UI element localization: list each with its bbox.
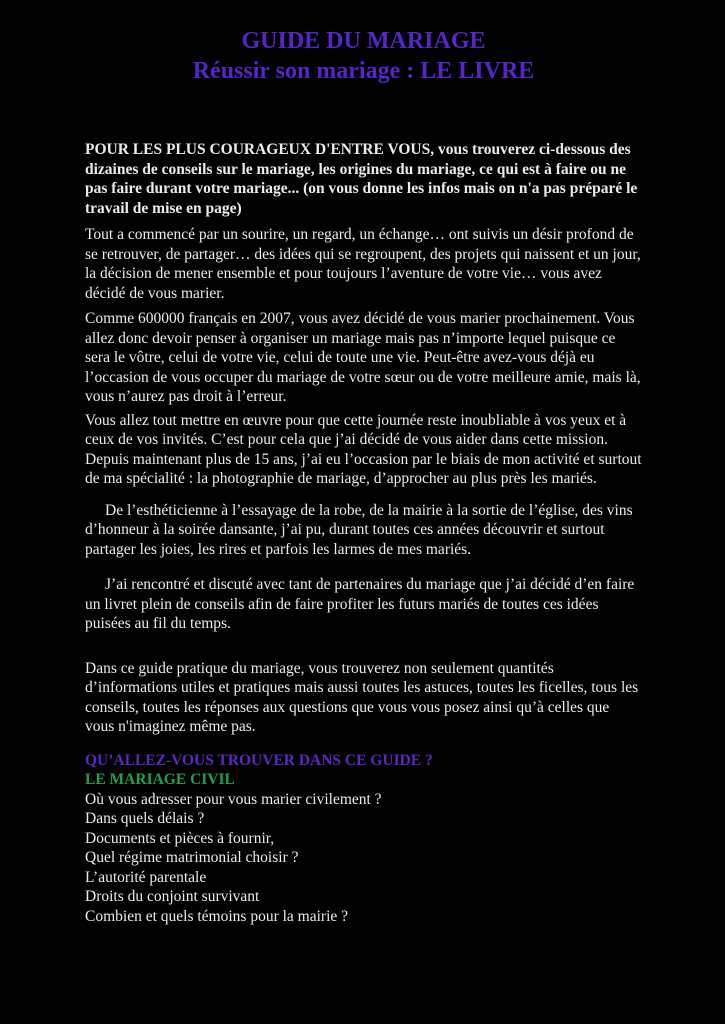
paragraph-experience: De l’esthéticienne à l’essayage de la robe, de la mairie à la sortie de l’église, des vins d’honneur à la soirée dansante, j’ai pu, durant toutes ces années découvrir et surtout partager les joies, les rires et parfois les larmes de mes mariés. (85, 501, 633, 558)
page-title (85, 26, 642, 86)
title-line-1: GUIDE DU MARIAGE (241, 28, 486, 54)
civil-question-documents: Documents et pièces à fournir, (85, 829, 275, 847)
civil-question-delays: Dans quels délais ? (85, 810, 205, 827)
paragraph-statistics: Comme 600000 français en 2007, vous avez décidé de vous marier prochainement. Vous allez donc devoir penser à organiser un mariage mais pas n’importe lequel puisque ce sera le vôtre, celui de votre vie, celui de toute une vie. Peut-être avez-vous déjà eu l’occasion de vous occuper du mariage de votre sœur ou de votre meilleure amie, mais là, vous n’aurez pas droit à l’erreur. (85, 310, 641, 405)
civil-question-witnesses: Combien et quels témoins pour la mairie ? (85, 907, 349, 925)
civil-questions-list (85, 790, 642, 927)
intro-paragraph: POUR LES PLUS COURAGEUX D'ENTRE VOUS, vous trouverez ci-dessous des dizaines de conseils sur le mariage, les origines du mariage, ce qui est à faire ou ne pas faire durant votre mariage... (on vous donne les infos mais on n'a pas préparé le travail de mise en page) (85, 141, 638, 217)
civil-marriage-heading: LE MARIAGE CIVIL (85, 771, 235, 788)
paragraph-partners: J’ai rencontré et discuté avec tant de partenaires du mariage que j’ai décidé d’en faire un livret plein de conseils afin de faire profiter les futurs mariés de toutes ces idées puisées au fil du temps. (85, 576, 635, 632)
civil-question-authority: L’autorité parentale (85, 868, 207, 886)
civil-question-survivor-rights: Droits du conjoint survivant (85, 888, 260, 905)
paragraph-mission: Vous allez tout mettre en œuvre pour que cette journée reste inoubliable à vos yeux et à ceux de vos invités. C’est pour cela que j’ai décidé de vous aider dans cette mission. Depuis maintenant plus de 15 ans, j’ai eu l’occasion par le biais de mon activité et surtout de ma spécialité : la photographie de mariage, d’approcher au plus près les mariés. (85, 411, 642, 487)
guide-contents-heading: QU’ALLEZ-VOUS TROUVER DANS CE GUIDE ? (85, 751, 433, 769)
civil-question-where: Où vous adresser pour vous marier civilement ? (85, 790, 382, 808)
paragraph-beginning: Tout a commencé par un sourire, un regard, un échange… ont suivis un désir profond de se retrouver, de partager… des idées qui se regroupent, des projets qui naissent et un jour, la décision de mener ensemble et pour toujours l’aventure de votre vie… vous avez décidé de vous marier. (85, 226, 641, 302)
civil-question-regime: Quel régime matrimonial choisir ? (85, 849, 299, 866)
title-line-2: Réussir son mariage : LE LIVRE (192, 58, 535, 84)
paragraph-guide-content: Dans ce guide pratique du mariage, vous trouverez non seulement quantités d’informations utiles et pratiques mais aussi toutes les astuces, toutes les ficelles, tous les conseils, toutes les réponses aux questions que vous vous posez ainsi qu’à celles que vous n'imaginez même pas. (85, 659, 639, 735)
